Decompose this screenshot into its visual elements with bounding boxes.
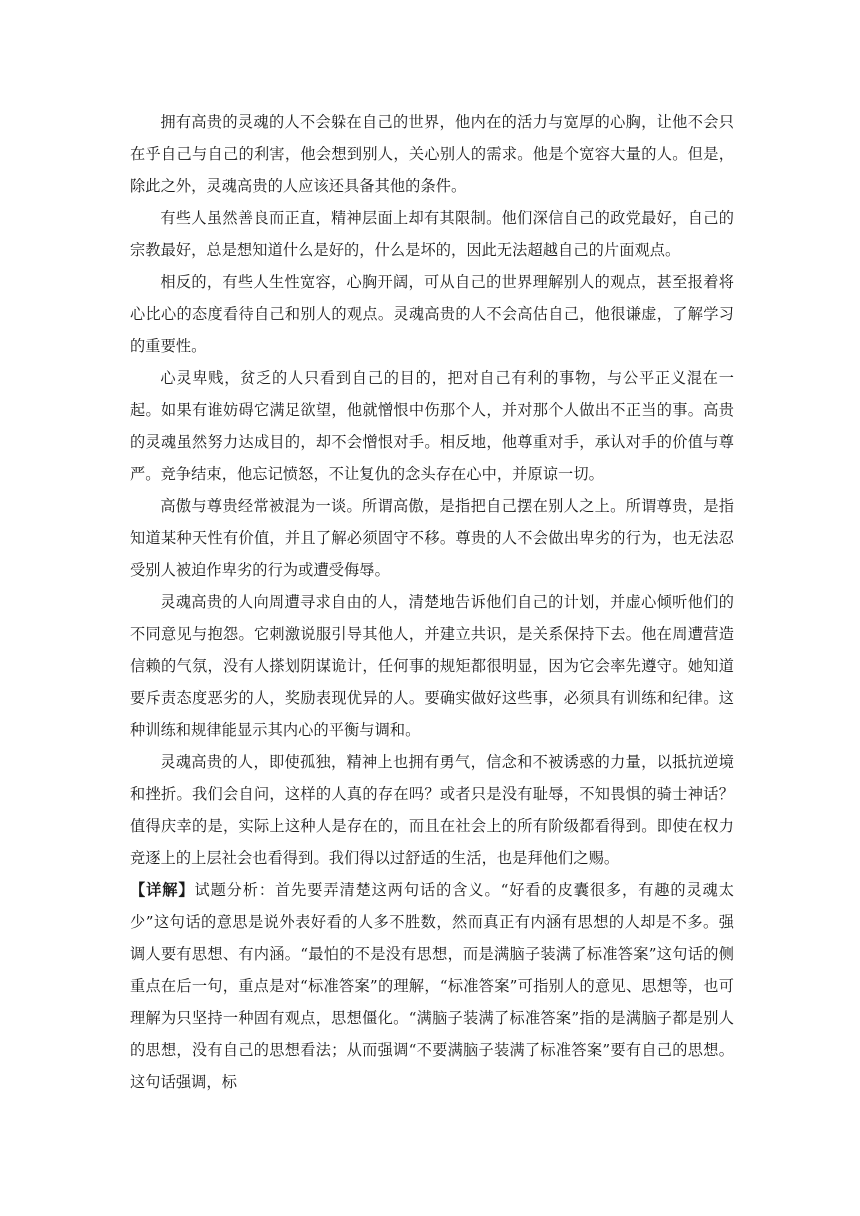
paragraph-6: 灵魂高贵的人向周遭寻求自由的人，清楚地告诉他们自己的计划，并虚心倾听他们的不同意见与抱怨。它刺激说服引导其他人，并建立共识，是关系保持下去。他在周遭营造信赖的气氛，没有人搽划阴谋诡计，任何事的规矩都很明显，因为它会率先遵守。她知道要斥责态度恶劣的人，奖励表现优异的人。要确实做好这些事，必须具有训练和纪律。这种训练和规律能显示其内心的平衡与调和。: [130, 593, 734, 739]
detail-text: 试题分析：首先要弄清楚这两句话的含义。“好看的皮囊很多，有趣的灵魂太少”这句话的意思是说外表好看的人多不胜数，然而真正有内涵有思想的人却是不多。强调人要有思想、有内涵。“最怕的不是没有思想，而是满脑子装满了标准答案”这句话的侧重点在后一句，重点是对“标准答案”的理解，“标准答案”可指别人的意见、思想等，也可理解为只坚持一种固有观点，思想僵化。“满脑子装满了标准答案”指的是满脑子都是别人的思想，没有自己的思想看法；从而强调“不要满脑子装满了标准答案”要有自己的思想。这句话强调，标: [130, 881, 734, 1091]
paragraph-1: 拥有高贵的灵魂的人不会躲在自己的世界，他内在的活力与宽厚的心胸，让他不会只在乎自己与自己的利害，他会想到别人，关心别人的需求。他是个宽容大量的人。但是，除此之外，灵魂高贵的人应该还具备其他的条件。: [130, 113, 734, 195]
detail-label: 【详解】: [130, 881, 195, 899]
paragraph-3: 相反的，有些人生性宽容，心胸开阔，可从自己的世界理解别人的观点，甚至报着将心比心的态度看待自己和别人的观点。灵魂高贵的人不会高估自己，他很谦虚，了解学习的重要性。: [130, 273, 734, 355]
paragraph-4: 心灵卑贱，贫乏的人只看到自己的目的，把对自己有利的事物，与公平正义混在一起。如果有谁妨碍它满足欲望，他就憎恨中伤那个人，并对那个人做出不正当的事。高贵的灵魂虽然努力达成目的，却不会憎恨对手。相反地，他尊重对手，承认对手的价值与尊严。竞争结束，他忘记愤怒，不让复仇的念头存在心中，并原谅一切。: [130, 369, 734, 483]
detail-section: [130, 874, 734, 1098]
paragraph-5: 高傲与尊贵经常被混为一谈。所谓高傲，是指把自己摆在别人之上。所谓尊贵，是指知道某种天性有价值，并且了解必须固守不移。尊贵的人不会做出卑劣的行为，也无法忍受别人被迫作卑劣的行为或遭受侮辱。: [130, 497, 734, 579]
paragraph-7: 灵魂高贵的人，即使孤独，精神上也拥有勇气，信念和不被诱惑的力量，以抵抗逆境和挫折。我们会自问，这样的人真的存在吗？或者只是没有耻辱，不知畏惧的骑士神话？值得庆幸的是，实际上这种人是存在的，而且在社会上的所有阶级都看得到。即使在权力竞逐上的上层社会也看得到。我们得以过舒适的生活，也是拜他们之赐。: [130, 753, 734, 867]
document-page: [130, 106, 734, 1098]
paragraph-2: 有些人虽然善良而正直，精神层面上却有其限制。他们深信自己的政党最好，自己的宗教最好，总是想知道什么是好的，什么是坏的，因此无法超越自己的片面观点。: [130, 209, 734, 259]
